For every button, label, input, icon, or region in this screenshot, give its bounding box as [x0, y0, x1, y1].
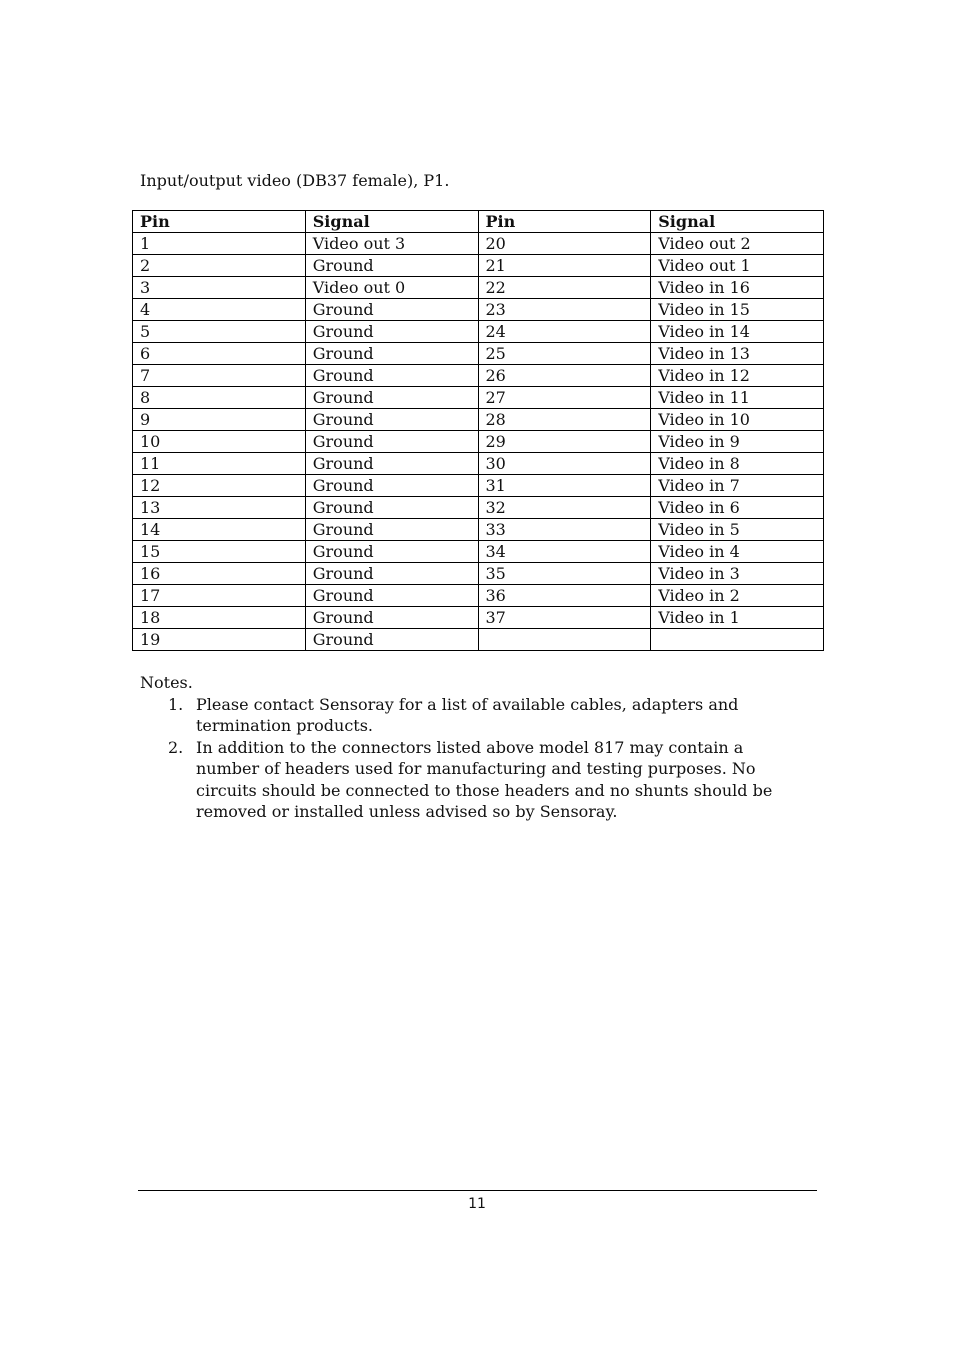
pin-cell: 4: [133, 299, 306, 321]
pin-cell: 10: [133, 431, 306, 453]
pin-cell: 13: [133, 497, 306, 519]
pin-cell: 25: [478, 343, 651, 365]
pin-cell: 22: [478, 277, 651, 299]
table-row: [133, 431, 824, 453]
signal-cell: Ground: [305, 541, 478, 563]
table-row: [133, 233, 824, 255]
pin-cell: 16: [133, 563, 306, 585]
signal-cell: Video out 0: [305, 277, 478, 299]
pin-cell: 30: [478, 453, 651, 475]
pin-cell: 14: [133, 519, 306, 541]
table-row: [133, 629, 824, 651]
note-item: [140, 694, 800, 737]
table-row: [133, 563, 824, 585]
pin-cell: 26: [478, 365, 651, 387]
pin-cell: 18: [133, 607, 306, 629]
signal-cell: Video in 9: [651, 431, 824, 453]
pin-cell: 8: [133, 387, 306, 409]
signal-cell: Ground: [305, 475, 478, 497]
pinout-table: [132, 210, 824, 651]
note-number: 2.: [168, 737, 184, 757]
notes-section: [140, 672, 800, 823]
signal-cell: [651, 629, 824, 651]
table-row: [133, 277, 824, 299]
pin-cell: 7: [133, 365, 306, 387]
signal-cell: Video out 3: [305, 233, 478, 255]
pin-cell: 29: [478, 431, 651, 453]
signal-cell: Ground: [305, 563, 478, 585]
pin-cell: 24: [478, 321, 651, 343]
signal-cell: Video in 11: [651, 387, 824, 409]
pin-cell: 19: [133, 629, 306, 651]
pin-cell: 21: [478, 255, 651, 277]
column-header: Signal: [305, 211, 478, 233]
table-caption: Input/output video (DB37 female), P1.: [140, 171, 450, 190]
pin-cell: 3: [133, 277, 306, 299]
pin-cell: 11: [133, 453, 306, 475]
note-number: 1.: [168, 694, 184, 714]
table-row: [133, 365, 824, 387]
signal-cell: Ground: [305, 497, 478, 519]
signal-cell: Video in 5: [651, 519, 824, 541]
signal-cell: Ground: [305, 299, 478, 321]
signal-cell: Ground: [305, 453, 478, 475]
footer-divider: [138, 1190, 817, 1191]
pin-cell: 23: [478, 299, 651, 321]
signal-cell: Video out 2: [651, 233, 824, 255]
notes-title: Notes.: [140, 673, 193, 692]
signal-cell: Ground: [305, 431, 478, 453]
column-header: Pin: [478, 211, 651, 233]
table-row: [133, 409, 824, 431]
pin-cell: 1: [133, 233, 306, 255]
note-text: Please contact Sensoray for a list of available cables, adapters and termination products.: [196, 694, 739, 735]
pin-cell: 5: [133, 321, 306, 343]
signal-cell: Ground: [305, 321, 478, 343]
table-row: [133, 255, 824, 277]
table-row: [133, 585, 824, 607]
table-row: [133, 475, 824, 497]
signal-cell: Video out 1: [651, 255, 824, 277]
signal-cell: Video in 12: [651, 365, 824, 387]
signal-cell: Video in 13: [651, 343, 824, 365]
signal-cell: Video in 15: [651, 299, 824, 321]
signal-cell: Ground: [305, 607, 478, 629]
column-header: Signal: [651, 211, 824, 233]
pin-cell: 9: [133, 409, 306, 431]
note-text: In addition to the connectors listed above model 817 may contain a number of headers used for manufacturing and testing purposes. No circuits should be connected to those headers and no shunts should be removed or installed unless advised so by Sensoray.: [196, 737, 773, 821]
signal-cell: Video in 3: [651, 563, 824, 585]
pin-cell: 27: [478, 387, 651, 409]
table-header-row: [133, 211, 824, 233]
pin-cell: 36: [478, 585, 651, 607]
signal-cell: Video in 10: [651, 409, 824, 431]
pin-cell: 37: [478, 607, 651, 629]
signal-cell: Ground: [305, 255, 478, 277]
signal-cell: Video in 4: [651, 541, 824, 563]
signal-cell: Ground: [305, 387, 478, 409]
signal-cell: Ground: [305, 519, 478, 541]
pin-cell: [478, 629, 651, 651]
column-header: Pin: [133, 211, 306, 233]
pin-cell: 34: [478, 541, 651, 563]
notes-list: [140, 694, 800, 823]
signal-cell: Video in 7: [651, 475, 824, 497]
signal-cell: Video in 16: [651, 277, 824, 299]
signal-cell: Ground: [305, 409, 478, 431]
signal-cell: Ground: [305, 343, 478, 365]
signal-cell: Video in 6: [651, 497, 824, 519]
pin-cell: 33: [478, 519, 651, 541]
table-row: [133, 497, 824, 519]
table-row: [133, 453, 824, 475]
table-row: [133, 321, 824, 343]
pin-cell: 17: [133, 585, 306, 607]
signal-cell: Ground: [305, 585, 478, 607]
signal-cell: Video in 8: [651, 453, 824, 475]
pin-cell: 35: [478, 563, 651, 585]
signal-cell: Ground: [305, 629, 478, 651]
table-row: [133, 541, 824, 563]
signal-cell: Video in 14: [651, 321, 824, 343]
pin-cell: 32: [478, 497, 651, 519]
signal-cell: Video in 2: [651, 585, 824, 607]
table-row: [133, 519, 824, 541]
page-number: 11: [468, 1196, 486, 1212]
table-body: [133, 233, 824, 651]
pin-cell: 12: [133, 475, 306, 497]
table-row: [133, 607, 824, 629]
pin-cell: 31: [478, 475, 651, 497]
pin-cell: 15: [133, 541, 306, 563]
pin-cell: 28: [478, 409, 651, 431]
table-row: [133, 343, 824, 365]
pin-cell: 20: [478, 233, 651, 255]
signal-cell: Video in 1: [651, 607, 824, 629]
pin-cell: 6: [133, 343, 306, 365]
signal-cell: Ground: [305, 365, 478, 387]
table-row: [133, 299, 824, 321]
note-item: [140, 737, 800, 823]
pin-cell: 2: [133, 255, 306, 277]
table-row: [133, 387, 824, 409]
